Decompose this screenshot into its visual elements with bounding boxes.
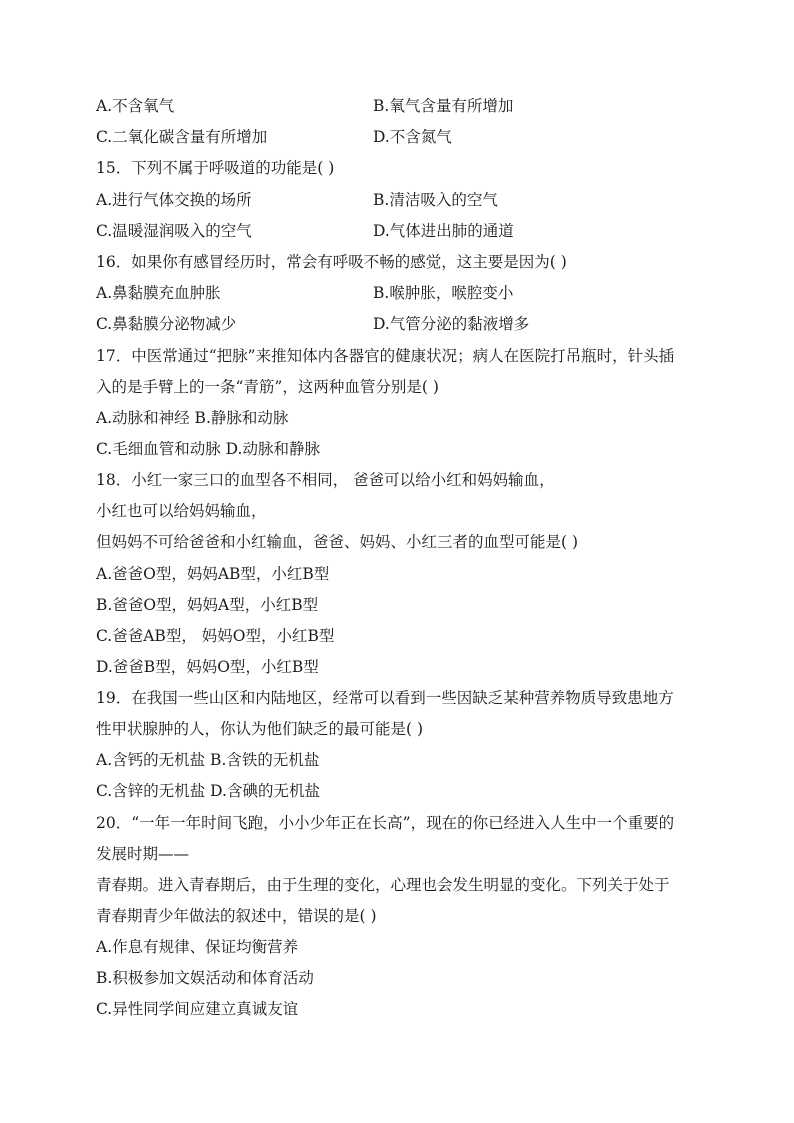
q18-option-d: D.爸爸B型，妈妈O型，小红B型 xyxy=(96,658,319,676)
q20-stem-line1: 20．“一年一年时间飞跑，小小少年正在长高”，现在的你已经进入人生中一个重要的 xyxy=(96,814,675,832)
q20-option-b: B.积极参加文娱活动和体育活动 xyxy=(96,969,314,987)
q19-stem-line1: 19．在我国一些山区和内陆地区，经常可以看到一些因缺乏某种营养物质导致患地方 xyxy=(96,689,674,707)
q18-option-b: B.爸爸O型，妈妈A型，小红B型 xyxy=(96,596,319,614)
q20-option-c: C.异性同学间应建立真诚友谊 xyxy=(96,1000,299,1018)
q18-option-a: A.爸爸O型，妈妈AB型，小红B型 xyxy=(96,565,330,583)
q20-stem-line4: 青春期青少年做法的叙述中，错误的是( ) xyxy=(96,907,377,925)
q14-option-b: B.氧气含量有所增加 xyxy=(373,97,514,115)
q17-options-line1: A.动脉和神经 B.静脉和动脉 xyxy=(96,409,289,427)
q16-stem: 16．如果你有感冒经历时，常会有呼吸不畅的感觉，这主要是因为( ) xyxy=(96,253,567,271)
q20-stem-line3: 青春期。进入青春期后，由于生理的变化，心理也会发生明显的变化。下列关于处于 xyxy=(96,876,670,894)
q19-stem-line2: 性甲状腺肿的人，你认为他们缺乏的最可能是( ) xyxy=(96,720,424,738)
q15-stem: 15．下列不属于呼吸道的功能是( ) xyxy=(96,159,335,177)
q18-stem-line1: 18．小红一家三口的血型各不相同， 爸爸可以给小红和妈妈输血， xyxy=(96,471,555,489)
q20-option-a: A.作息有规律、保证均衡营养 xyxy=(96,938,299,956)
q15-option-a: A.进行气体交换的场所 xyxy=(96,191,252,209)
q14-option-d: D.不含氮气 xyxy=(373,128,452,146)
q18-stem-line3: 但妈妈不可给爸爸和小红输血，爸爸、妈妈、小红三者的血型可能是( ) xyxy=(96,533,579,551)
q15-option-d: D.气体进出肺的通道 xyxy=(373,222,514,240)
q18-option-c: C.爸爸AB型， 妈妈O型，小红B型 xyxy=(96,627,335,645)
q20-stem-line2: 发展时期—— xyxy=(96,845,190,863)
q19-options-line1: A.含钙的无机盐 B.含铁的无机盐 xyxy=(96,751,320,769)
q17-options-line2: C.毛细血管和动脉 D.动脉和静脉 xyxy=(96,440,320,458)
q19-options-line2: C.含锌的无机盐 D.含碘的无机盐 xyxy=(96,782,320,800)
q14-option-a: A.不含氧气 xyxy=(96,97,175,115)
q15-option-b: B.清洁吸入的空气 xyxy=(373,191,498,209)
q17-stem-line2: 入的是手臂上的一条“青筋”，这两种血管分别是( ) xyxy=(96,378,439,396)
q17-stem-line1: 17．中医常通过“把脉”来推知体内各器官的健康状况；病人在医院打吊瓶时，针头插 xyxy=(96,347,675,365)
q15-option-c: C.温暖湿润吸入的空气 xyxy=(96,222,252,240)
q16-option-c: C.鼻黏膜分泌物减少 xyxy=(96,315,237,333)
q16-option-b: B.喉肿胀，喉腔变小 xyxy=(373,284,514,302)
q16-option-d: D.气管分泌的黏液增多 xyxy=(373,315,530,333)
q18-stem-line2: 小红也可以给妈妈输血， xyxy=(96,502,267,520)
q16-option-a: A.鼻黏膜充血肿胀 xyxy=(96,284,221,302)
q14-option-c: C.二氧化碳含量有所增加 xyxy=(96,128,268,146)
